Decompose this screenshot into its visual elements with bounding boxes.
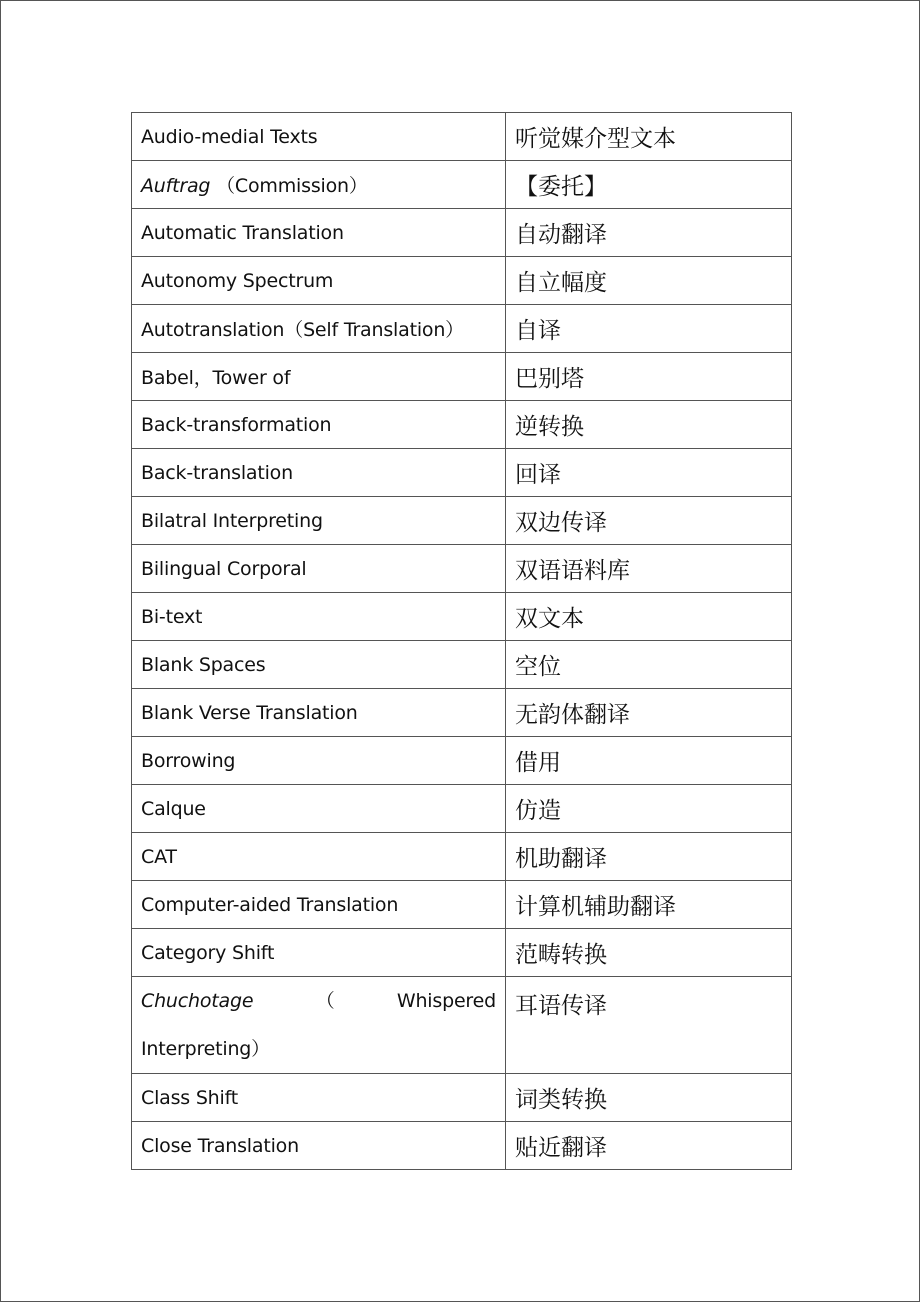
term-chinese: 双边传译	[506, 497, 792, 545]
term-english: Borrowing	[132, 737, 506, 785]
term-english: Computer-aided Translation	[132, 881, 506, 929]
table-row	[132, 497, 792, 545]
term-english-line-2: Interpreting）	[141, 1038, 270, 1060]
table-row	[132, 209, 792, 257]
term-english	[132, 977, 506, 1074]
term-english: Bi-text	[132, 593, 506, 641]
table-row	[132, 113, 792, 161]
term-english-italic: Auftrag	[141, 175, 211, 197]
term-chinese: 耳语传译	[506, 977, 792, 1074]
term-english: Category Shift	[132, 929, 506, 977]
term-chinese: 计算机辅助翻译	[506, 881, 792, 929]
table-row	[132, 881, 792, 929]
term-chinese: 巴别塔	[506, 353, 792, 401]
term-english: Automatic Translation	[132, 209, 506, 257]
table-row	[132, 929, 792, 977]
term-english: Class Shift	[132, 1074, 506, 1122]
term-chinese: 词类转换	[506, 1074, 792, 1122]
table-row	[132, 833, 792, 881]
term-chinese: 范畴转换	[506, 929, 792, 977]
table-row	[132, 977, 792, 1074]
table-row	[132, 353, 792, 401]
table-row	[132, 305, 792, 353]
term-english: Autonomy Spectrum	[132, 257, 506, 305]
table-row	[132, 641, 792, 689]
term-english: Close Translation	[132, 1122, 506, 1170]
table-row	[132, 545, 792, 593]
table-row	[132, 689, 792, 737]
term-english: CAT	[132, 833, 506, 881]
table-row	[132, 449, 792, 497]
term-chinese: 空位	[506, 641, 792, 689]
term-chinese: 自译	[506, 305, 792, 353]
term-chinese: 双语语料库	[506, 545, 792, 593]
term-chinese: 回译	[506, 449, 792, 497]
term-english: Back-transformation	[132, 401, 506, 449]
term-english: Bilatral Interpreting	[132, 497, 506, 545]
glossary-table	[131, 112, 792, 1170]
term-english	[132, 161, 506, 209]
term-chinese: 双文本	[506, 593, 792, 641]
term-english-paren: （	[315, 990, 335, 1012]
term-english: Audio-medial Texts	[132, 113, 506, 161]
table-row	[132, 1122, 792, 1170]
term-english: Blank Verse Translation	[132, 689, 506, 737]
term-english-wrapped	[141, 977, 496, 1073]
term-chinese: 借用	[506, 737, 792, 785]
table-row	[132, 737, 792, 785]
table-row	[132, 161, 792, 209]
term-chinese: 无韵体翻译	[506, 689, 792, 737]
term-chinese: 自立幅度	[506, 257, 792, 305]
term-english-gloss: （Commission）	[210, 175, 368, 197]
table-row	[132, 593, 792, 641]
term-english: Babel，Tower of	[132, 353, 506, 401]
term-chinese: 贴近翻译	[506, 1122, 792, 1170]
term-chinese: 自动翻译	[506, 209, 792, 257]
term-english: Calque	[132, 785, 506, 833]
term-english: Bilingual Corporal	[132, 545, 506, 593]
term-chinese: 逆转换	[506, 401, 792, 449]
term-chinese: 仿造	[506, 785, 792, 833]
term-english: Blank Spaces	[132, 641, 506, 689]
term-chinese: 听觉媒介型文本	[506, 113, 792, 161]
term-chinese: 【委托】	[506, 161, 792, 209]
term-english-word: Whispered	[396, 990, 496, 1012]
table-row	[132, 785, 792, 833]
table-row	[132, 257, 792, 305]
table-row	[132, 1074, 792, 1122]
term-english: Autotranslation（Self Translation）	[132, 305, 506, 353]
table-row	[132, 401, 792, 449]
term-chinese: 机助翻译	[506, 833, 792, 881]
term-english-italic: Chuchotage	[141, 990, 254, 1012]
term-english-line-1	[141, 977, 496, 1025]
term-english: Back-translation	[132, 449, 506, 497]
